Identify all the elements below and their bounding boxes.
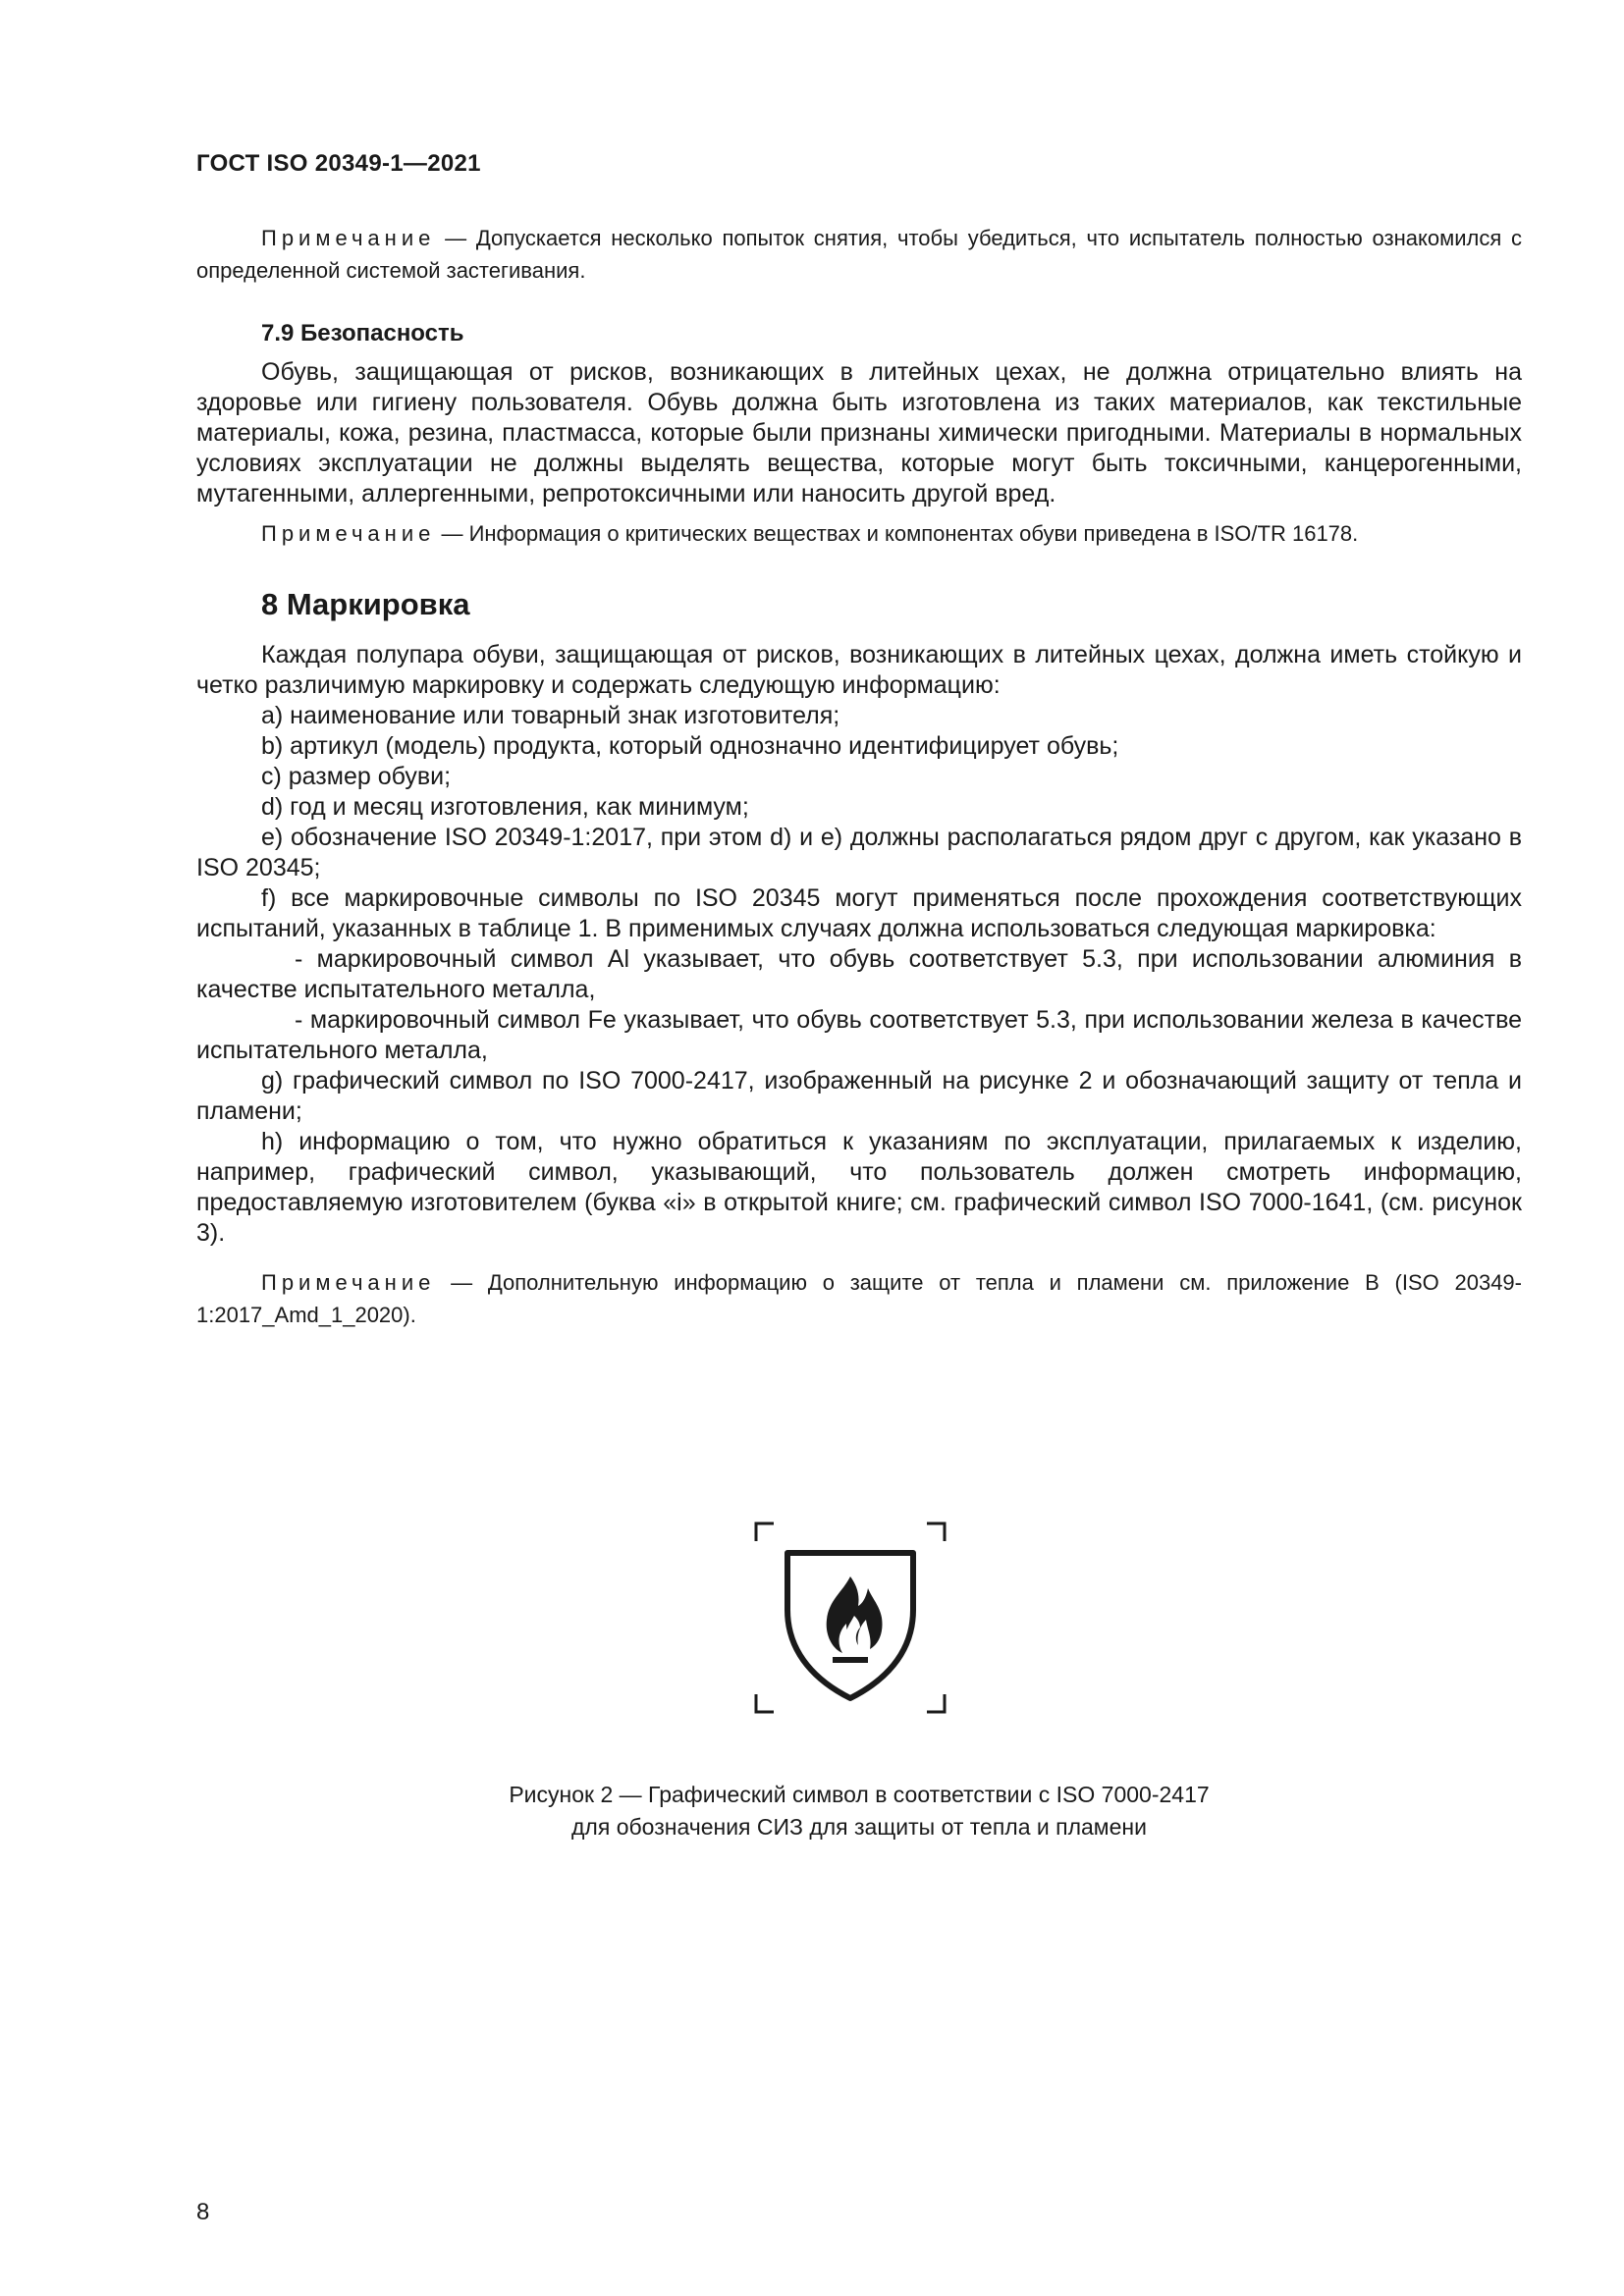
- marking-note: [196, 1266, 1522, 1331]
- list-item-c: c) размер обуви;: [261, 763, 452, 790]
- safety-paragraph: Обувь, защищающая от рисков, возникающих в литейных цехах, не должна отрицательно влиять на здоровье или гигиену пользователя. Обувь должна быть изготовлена из таких материалов, как текстильные материалы, кожа, резина, пластмасса, которые были признаны химически пригодными. Материалы в нормальных условиях эксплуатации не должны выделять вещества, которые могут быть токсичными, канцерогенными, мутагенными, аллергенными, репротоксичными или наносить другой вред.: [196, 358, 1522, 507]
- list-item-e: e) обозначение ISO 20349-1:2017, при этом d) и e) должны располагаться рядом друг с другом, как указано в ISO 20345;: [196, 824, 1522, 881]
- figure-caption-line-2: для обозначения СИЗ для защиты от тепла и пламени: [571, 1814, 1147, 1840]
- page-number: 8: [196, 2199, 210, 2225]
- figure-caption-line-1: Рисунок 2 — Графический символ в соответствии с ISO 7000-2417: [509, 1782, 1210, 1807]
- note-label: Примечание: [261, 1270, 436, 1295]
- safety-note: [196, 517, 1522, 550]
- note-text: — Информация о критических веществах и компонентах обуви приведена в ISO/TR 16178.: [435, 521, 1359, 546]
- list-item-g: g) графический символ по ISO 7000-2417, изображенный на рисунке 2 и обозначающий защиту от тепла и пламени;: [196, 1067, 1522, 1125]
- list-item-d: d) год и месяц изготовления, как минимум;: [261, 793, 749, 821]
- document-header: ГОСТ ISO 20349-1—2021: [196, 150, 481, 177]
- body-text: [196, 222, 1522, 1331]
- figure-2: [752, 1520, 948, 1716]
- subsection-title-7-9: 7.9 Безопасность: [261, 320, 464, 347]
- marking-intro: Каждая полупара обуви, защищающая от рисков, возникающих в литейных цехах, должна иметь стойкую и четко различимую маркировку и содержать следующую информацию:: [196, 641, 1522, 699]
- section-title-8: 8 Маркировка: [261, 587, 470, 621]
- list-item-b: b) артикул (модель) продукта, который однозначно идентифицирует обувь;: [261, 732, 1119, 760]
- heat-and-flame-protection-icon: [752, 1520, 948, 1716]
- note-text: — Дополнительную информацию о защите от тепла и пламени см. приложение B (ISO 20349-1:2017_Amd_1_2020).: [196, 1270, 1522, 1327]
- note-label: Примечание: [261, 226, 436, 250]
- note-text: — Допускается несколько попыток снятия, чтобы убедиться, что испытатель полностью ознакомился с определенной системой застегивания.: [196, 226, 1522, 283]
- list-item-h: h) информацию о том, что нужно обратиться к указаниям по эксплуатации, прилагаемых к изделию, например, графический символ, указывающий, что пользователь должен смотреть информацию, предоставляемую изготовителем (буква «i» в открытой книге; см. графический символ ISO 7000-1641, (см. рисунок 3).: [196, 1128, 1522, 1247]
- note-paragraph: [196, 222, 1522, 287]
- document-page: [196, 0, 1522, 2296]
- note-label: Примечание: [261, 521, 436, 546]
- dash-item-al: - маркировочный символ Al указывает, что обувь соответствует 5.3, при использовании алюминия в качестве испытательного металла,: [196, 945, 1522, 1003]
- figure-caption: [196, 1779, 1522, 1843]
- list-item-f: f) все маркировочные символы по ISO 20345 могут применяться после прохождения соответствующих испытаний, указанных в таблице 1. В применимых случаях должна использоваться следующая маркировка:: [196, 884, 1522, 942]
- dash-item-fe: - маркировочный символ Fe указывает, что обувь соответствует 5.3, при использовании железа в качестве испытательного металла,: [196, 1006, 1522, 1064]
- list-item-a: a) наименование или товарный знак изготовителя;: [261, 702, 840, 729]
